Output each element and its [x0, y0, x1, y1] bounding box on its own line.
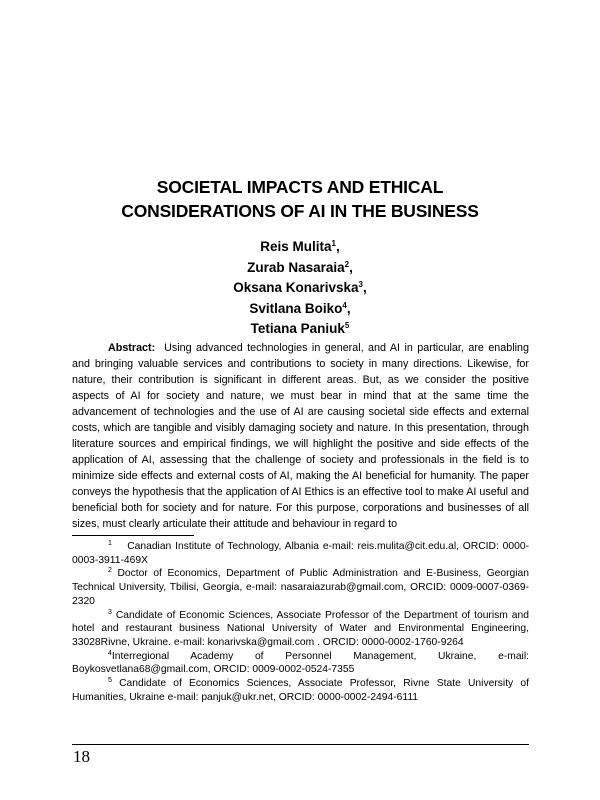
page-footer-rule — [72, 744, 529, 745]
author-affiliation-mark: 1 — [331, 239, 336, 248]
footnote-text: Candidate of Economic Sciences, Associate Professor of the Department of tourism and hotel and restaurant business National University of Water and Environmental Engineering, 33028Rivne, Ukraine. e-mail: konarivska@gmail.com . ORCID: 0000-0002-1760-9264 — [72, 609, 529, 648]
footnote-text: Doctor of Economics, Department of Public Administration and E-Business, Georgian Technical University, Tbilisi, Georgia, e-mail: nasaraiazurab@gmail.com, ORCID: 0009-0007-0369-2320 — [72, 568, 529, 607]
author-list — [0, 237, 600, 340]
footnotes — [72, 540, 529, 704]
author-separator: , — [349, 259, 353, 275]
abstract-paragraph — [72, 340, 529, 532]
author-separator: , — [335, 239, 340, 254]
author-separator: , — [346, 300, 351, 316]
abstract-text: Using advanced technologies in general, and AI in particular, are enabling and bringing valuable services and contributions to society in many directions. Likewise, for nature, their contribution is significant in different areas. But, as we consider the positive aspects of AI for society and nature, we must bear in mind that at the same time the advancement of technologies and the use of AI are causing societal side effects and external costs, which are tangible and visibly damaging society and nature. In this presentation, through literature sources and empirical findings, we will highlight the positive and side effects of the application of AI, assessing that the challenge of society and professionals in the field is to minimize side effects and external costs of AI, making the AI beneficial for humanity. The paper conveys the hypothesis that the application of AI Ethics is an effective tool to make AI useful and beneficial both for society and for nature. For this purpose, corporations and businesses of all sizes, must clearly articulate their attitude and behaviour in regard to — [72, 342, 529, 530]
author — [0, 319, 600, 340]
footnote-text: Candidate of Economics Sciences, Associate Professor, Rivne State University of Humanities, Ukraine e-mail: panjuk@ukr.net, ORCID: 0000-0002-2494-6111 — [72, 678, 529, 703]
author-name: Zurab Nasaraia — [247, 259, 345, 275]
footnote — [72, 540, 529, 567]
paper-title-line-1: SOCIETAL IMPACTS AND ETHICAL — [156, 177, 444, 197]
author — [0, 258, 600, 279]
author-name: Tetiana Paniuk — [250, 321, 345, 336]
footnote-mark: 5 — [108, 677, 112, 685]
author-affiliation-mark: 3 — [358, 280, 363, 289]
paper-title-line-2: CONSIDERATIONS OF AI IN THE BUSINESS — [121, 201, 479, 221]
author-affiliation-mark: 2 — [344, 259, 350, 269]
footnote-mark: 4 — [108, 649, 112, 657]
author — [0, 278, 600, 299]
footnote — [72, 609, 529, 650]
footnote — [72, 650, 529, 677]
abstract-label: Abstract: — [108, 342, 156, 354]
author — [0, 237, 600, 258]
footnote-mark: 3 — [108, 608, 112, 616]
footnote-mark: 1 — [108, 540, 112, 547]
author-name: Reis Mulita — [260, 239, 332, 254]
footnote-text: Canadian Institute of Technology, Albania e-mail: reis.mulita@cit.edu.al, ORCID: 0000-0003-3911-469X — [72, 541, 529, 566]
paper-title — [0, 175, 600, 223]
footnote — [72, 677, 529, 704]
author-name: Oksana Konarivska — [233, 280, 359, 295]
author-affiliation-mark: 4 — [342, 300, 347, 310]
footnote-text: Interregional Academy of Personnel Management, Ukraine, e-mail: Boykosvetlana68@gmail.com, ORCID: 0009-0002-0524-7355 — [72, 650, 529, 676]
footnote-mark: 2 — [108, 567, 112, 575]
author-name: Svitlana Boiko — [249, 300, 343, 316]
page-number: 18 — [73, 747, 90, 766]
footnote — [72, 567, 529, 608]
author-separator: , — [363, 280, 367, 295]
author-affiliation-mark: 5 — [344, 321, 350, 330]
footnote-separator — [72, 535, 194, 536]
author — [0, 299, 600, 320]
